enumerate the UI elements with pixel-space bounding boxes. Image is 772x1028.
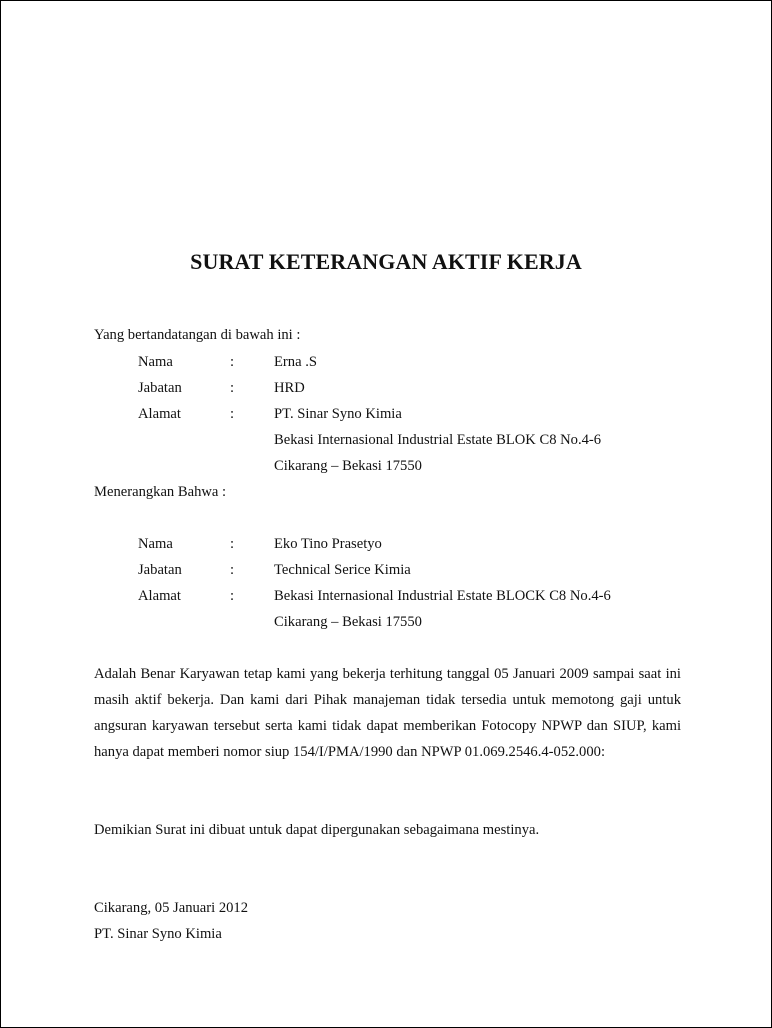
- closing-text: Demikian Surat ini dibuat untuk dapat dipergunakan sebagaimana mestinya.: [94, 822, 540, 838]
- signer-name-value: Erna .S: [274, 354, 317, 370]
- separator: :: [230, 406, 235, 422]
- employee-position-label: Jabatan: [138, 562, 182, 578]
- separator: :: [230, 562, 235, 578]
- employee-address-line-2: Cikarang – Bekasi 17550: [274, 614, 422, 630]
- document-title: SURAT KETERANGAN AKTIF KERJA: [190, 249, 582, 274]
- signer-address-line-2: Bekasi Internasional Industrial Estate BLOK C8 No.4-6: [274, 432, 602, 448]
- signer-position-value: HRD: [274, 380, 305, 396]
- separator: :: [230, 354, 235, 370]
- states-heading: Menerangkan Bahwa :: [94, 484, 227, 500]
- separator: :: [230, 536, 235, 552]
- signer-address-line-1: PT. Sinar Syno Kimia: [274, 406, 402, 422]
- employee-address-label: Alamat: [138, 588, 181, 604]
- company-signature: PT. Sinar Syno Kimia: [94, 926, 222, 942]
- signer-position-label: Jabatan: [138, 380, 182, 396]
- employee-position-value: Technical Serice Kimia: [274, 562, 411, 578]
- employee-name-value: Eko Tino Prasetyo: [274, 536, 382, 552]
- signer-name-label: Nama: [138, 354, 173, 370]
- place-date: Cikarang, 05 Januari 2012: [94, 900, 249, 916]
- signer-address-label: Alamat: [138, 406, 181, 422]
- employee-name-label: Nama: [138, 536, 173, 552]
- separator: :: [230, 380, 235, 396]
- intro-text: Yang bertandatangan di bawah ini :: [94, 327, 301, 343]
- body-paragraph: Adalah Benar Karyawan tetap kami yang bekerja terhitung tanggal 05 Januari 2009 sampai saat ini masih aktif bekerja. Dan kami dari Pihak manajeman tidak tersedia untuk memotong gaji untuk angsuran karyawan tersebut serta kami tidak dapat memberikan Fotocopy NPWP dan SIUP, kami hanya dapat memberi nomor siup 154/I/PMA/1990 dan NPWP 01.069.2546.4-052.000:: [94, 666, 681, 760]
- employee-address-line-1: Bekasi Internasional Industrial Estate BLOCK C8 No.4-6: [274, 588, 611, 604]
- separator: :: [230, 588, 235, 604]
- signer-address-line-3: Cikarang – Bekasi 17550: [274, 458, 422, 474]
